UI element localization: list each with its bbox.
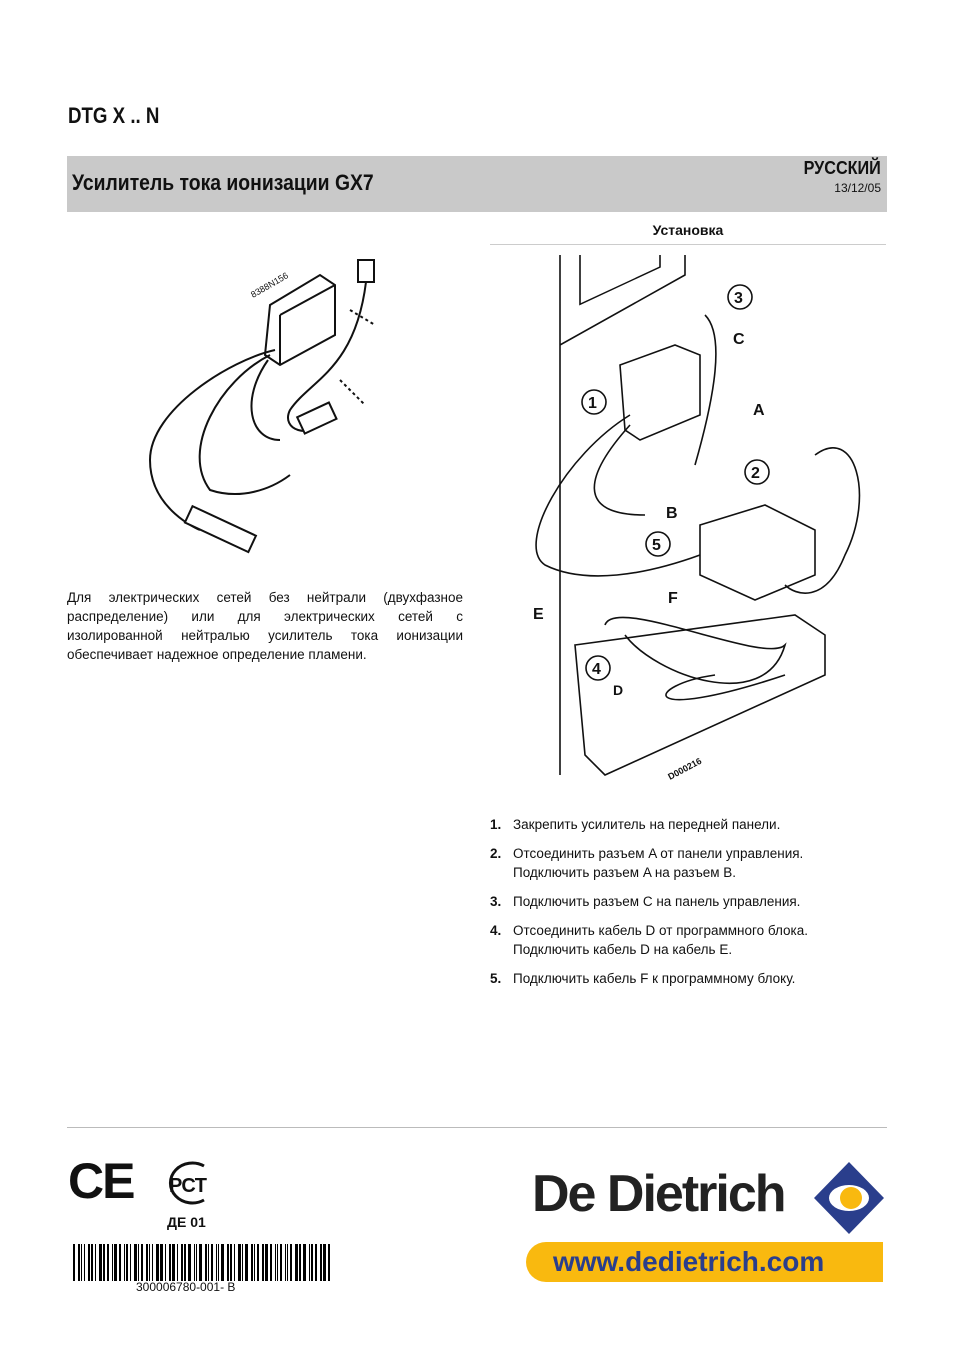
figure2-code: D000216: [666, 755, 704, 782]
language-label: РУССКИЙ: [803, 158, 881, 178]
step-text: Подключить кабель F к программному блоку.: [513, 971, 796, 986]
callout-1: 1: [588, 395, 597, 412]
barcode-bar: [99, 1244, 102, 1281]
step-item: [490, 892, 890, 911]
step-text: Отсоединить разъем A от панели управления.: [513, 846, 804, 861]
barcode-bar: [323, 1244, 326, 1281]
step-item: [490, 844, 890, 882]
step-text: Подключить кабель D на кабель E.: [513, 942, 733, 957]
barcode-bar: [196, 1244, 197, 1281]
barcode-bar: [199, 1244, 202, 1281]
description-text: Для электрических сетей без нейтрали (двухфазное распределение) или для электрических сетей с изолированной нейтралью усилитель тока ионизации обеспечивает надежное определение пламени.: [67, 590, 463, 662]
amplifier-illustration: [140, 250, 430, 570]
barcode-bar: [303, 1244, 306, 1281]
page-title: Усилитель тока ионизации GX7: [72, 170, 374, 195]
step-text: Закрепить усилитель на передней панели.: [513, 817, 781, 832]
barcode-bar: [251, 1244, 253, 1281]
barcode-bar: [285, 1244, 286, 1281]
barcode-bar: [227, 1244, 229, 1281]
ce-mark: CE: [68, 1153, 134, 1209]
barcode-bar: [119, 1244, 121, 1281]
barcode-bar: [277, 1244, 278, 1281]
model-name: DTG X .. N: [68, 103, 160, 128]
barcode-bar: [124, 1244, 125, 1281]
certification-code: ДЕ 01: [167, 1214, 206, 1230]
step-text: Отсоединить кабель D от программного блока.: [513, 923, 808, 938]
barcode-bar: [160, 1244, 163, 1281]
barcode-bar: [254, 1244, 255, 1281]
label-f: F: [668, 590, 678, 607]
step-number: 2.: [490, 846, 502, 861]
label-e: E: [533, 606, 544, 623]
barcode-bar: [156, 1244, 159, 1281]
barcode-bar: [84, 1244, 85, 1281]
barcode-bar: [208, 1244, 209, 1281]
step-text: Подключить разъем A на разъем B.: [513, 865, 737, 880]
barcode-bar: [257, 1244, 259, 1281]
barcode-bar: [218, 1244, 219, 1281]
callout-3: 3: [734, 290, 743, 307]
barcode-bar: [91, 1244, 93, 1281]
barcode-bar: [230, 1244, 232, 1281]
barcode-bar: [169, 1244, 171, 1281]
barcode-bar: [114, 1244, 117, 1281]
barcode-bar: [88, 1244, 90, 1281]
barcode-bar: [320, 1244, 322, 1281]
barcode-bar: [205, 1244, 207, 1281]
website-link[interactable]: www.dedietrich.com: [553, 1246, 825, 1277]
barcode-number: 300006780-001- B: [136, 1280, 236, 1294]
installation-diagram: [525, 255, 865, 800]
barcode-bar: [216, 1244, 217, 1281]
barcode-bar: [73, 1244, 75, 1281]
step-number: 4.: [490, 923, 502, 938]
barcode-bar: [262, 1244, 264, 1281]
callout-5: 5: [652, 537, 661, 554]
step-number: 3.: [490, 894, 502, 909]
barcode-bar: [194, 1244, 195, 1281]
barcode-bar: [238, 1244, 241, 1281]
label-c: C: [733, 331, 745, 348]
barcode-bar: [146, 1244, 148, 1281]
barcode-bar: [245, 1244, 248, 1281]
barcode-bar: [134, 1244, 137, 1281]
barcode-bar: [130, 1244, 131, 1281]
step-item: [490, 815, 890, 834]
barcode-bar: [311, 1244, 313, 1281]
barcode-bar: [234, 1244, 235, 1281]
barcode-bar: [126, 1244, 128, 1281]
barcode-bar: [149, 1244, 150, 1281]
barcode-bar: [184, 1244, 186, 1281]
barcode-bar: [280, 1244, 282, 1281]
barcode-bar: [290, 1244, 292, 1281]
barcode-bar: [107, 1244, 109, 1281]
step-number: 5.: [490, 971, 502, 986]
barcode-bar: [315, 1244, 317, 1281]
barcode-bar: [299, 1244, 301, 1281]
barcode-bar: [309, 1244, 310, 1281]
barcode-bar: [95, 1244, 96, 1281]
step-item: [490, 921, 890, 959]
pct-certification-mark: [160, 1158, 230, 1208]
label-d: D: [613, 682, 624, 698]
step-item: [490, 969, 890, 988]
barcode-bar: [221, 1244, 224, 1281]
barcode-bar: [152, 1244, 153, 1281]
barcode-bar: [188, 1244, 191, 1281]
document-date: 13/12/05: [834, 181, 881, 195]
step-number: 1.: [490, 817, 502, 832]
cert-mark-text: PCT: [169, 1175, 206, 1197]
barcode-bar: [270, 1244, 272, 1281]
barcode: [73, 1244, 333, 1281]
step-text: Подключить разъем C на панель управления.: [513, 894, 801, 909]
callout-2: 2: [751, 465, 760, 482]
barcode-bar: [287, 1244, 288, 1281]
footer-divider: [67, 1127, 887, 1128]
barcode-bar: [103, 1244, 105, 1281]
label-b: B: [666, 505, 678, 522]
brand-logo-text: De Dietrich: [532, 1165, 785, 1223]
figure1-code: 8388N156: [249, 270, 290, 300]
brand-logo-icon: [812, 1160, 886, 1236]
barcode-bar: [275, 1244, 276, 1281]
barcode-bar: [328, 1244, 330, 1281]
barcode-bar: [177, 1244, 178, 1281]
section-title: Установка: [490, 222, 886, 245]
callout-4: 4: [592, 661, 601, 678]
barcode-bar: [141, 1244, 143, 1281]
barcode-bar: [242, 1244, 243, 1281]
barcode-bar: [81, 1244, 82, 1281]
barcode-bar: [211, 1244, 213, 1281]
barcode-bar: [181, 1244, 183, 1281]
barcode-bar: [78, 1244, 80, 1281]
barcode-bar: [265, 1244, 268, 1281]
label-a: A: [753, 402, 765, 419]
barcode-bar: [138, 1244, 139, 1281]
barcode-bar: [112, 1244, 113, 1281]
barcode-bar: [172, 1244, 175, 1281]
barcode-bar: [165, 1244, 166, 1281]
installation-steps: [490, 815, 890, 998]
barcode-bar: [295, 1244, 298, 1281]
